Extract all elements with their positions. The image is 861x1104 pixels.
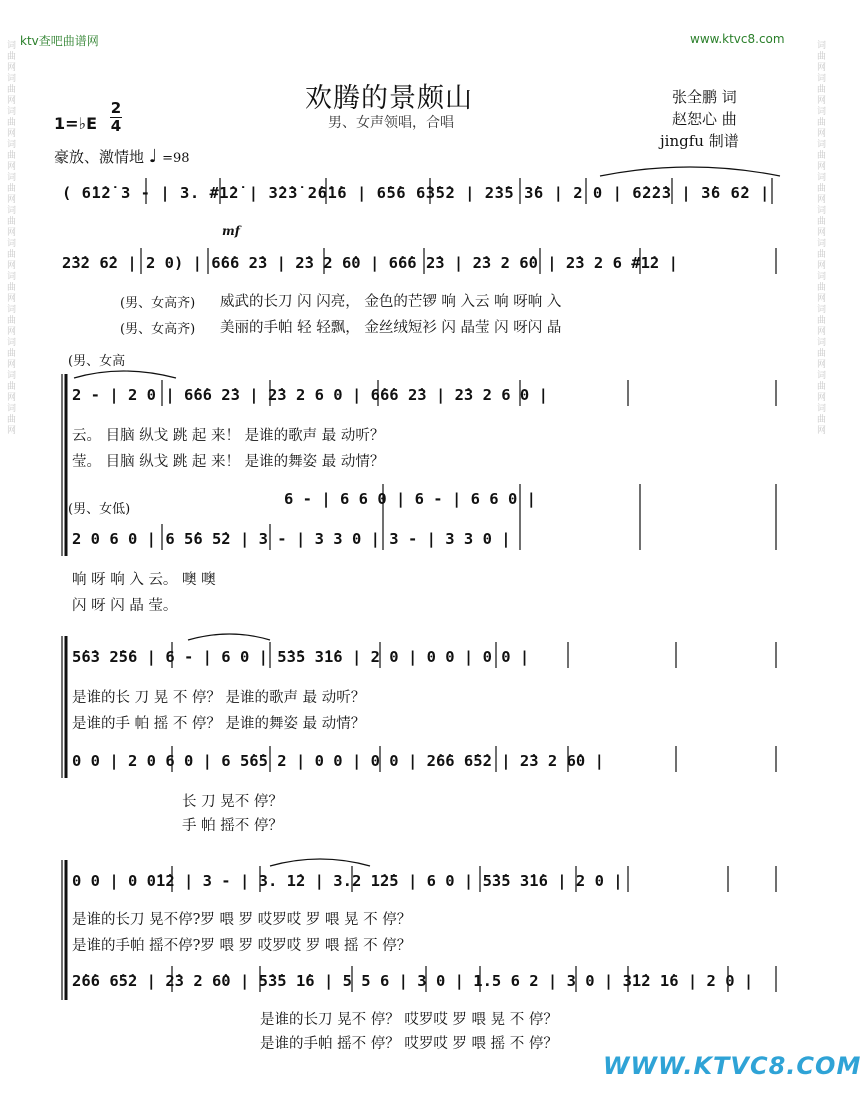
song-subtitle: 男、女声领唱，合唱 <box>328 115 454 131</box>
system-3-upper-label: (男、女高 <box>68 354 126 369</box>
system-2-part-label: (男、女高齐) <box>120 296 196 311</box>
tempo-value: =98 <box>162 151 190 166</box>
system-3-upper-lyrics-2: 莹。 目脑 纵戈 跳 起 来！ 是谁的舞姿 最 动情？ <box>72 454 385 470</box>
system-2-lyrics-2: 美丽的手帕 轻 轻飘， 金丝绒短衫 闪 晶莹 闪 呀闪 晶 <box>220 320 562 336</box>
system-5-lower-lyrics-1: 是谁的长刀 晃不 停？ 哎罗哎 罗 喂 晃 不 停？ <box>260 1012 558 1028</box>
site-brand-left[interactable]: ktv查吧曲谱网 <box>20 34 99 48</box>
arranger-credit: jingfu 制谱 <box>660 132 739 150</box>
lyricist-credit: 张全鹏 词 <box>672 88 737 106</box>
tempo-text: 豪放、激情地 <box>54 148 145 166</box>
system-3-lower-label: (男、女低) <box>68 502 131 517</box>
dynamic-mf: mf <box>222 224 240 238</box>
system-5-lower-notes: 2̇6̇6 6̇5̇2 | 2̇3 2 6̇0 | 5̇3̇5 1̇6 | 5 5 6 | 3 0 | 1.5 6 2 | 3 0 | 3̇1̇2 1̇6 | 2 0 | <box>72 972 754 990</box>
system-2-notes: 2̇3̇2 6̇2 | 2 0) | 6̇6̇6 2̇3 | 2̇3 2 6̇0 | 6̇6̇6 2̇3 | 2̇3 2 6̇0 | 2̇3 2 6 #1̇2 | <box>62 254 678 272</box>
system-3-lower-notes: 2 0 6 0 | 6 5̇6 5̇2 | 3 - | 3 3 0 | 3 - | 3 3 0 | <box>72 530 511 548</box>
site-brand-right[interactable]: www.ktvc8.com <box>690 32 785 46</box>
system-4-lower-lyrics-1: 长 刀 晃不 停？ <box>182 794 283 810</box>
side-watermark-left: 词曲网词曲网词曲网词曲网词曲网词曲网词曲网词曲网词曲网词曲网词曲网词曲网 <box>5 40 15 436</box>
system-3-mid-notes: 6 - | 6 6 0 | 6 - | 6 6 0 | <box>284 490 536 508</box>
system-2-lyrics-1: 威武的长刀 闪 闪亮， 金色的芒锣 响 入云 响 呀响 入 <box>220 294 562 310</box>
system-1-notes: ( 6̇1̇2̇ 3 - | 3. #1̇2̇ | 3̇2̇3̇ 2̇6̇1̇6 | 6̇5̇6 6̇3̇5̇2 | 2̇3̇5 3̇6 | 2 0 | 6̇2̇2̇3 | 3̇6 6̇2 | <box>62 184 770 202</box>
system-5-upper-lyrics-1: 是谁的长刀 晃不停?罗 喂 罗 哎罗哎 罗 喂 晃 不 停？ <box>72 912 412 928</box>
system-3-upper-notes: 2 - | 2 0 | 6̇6̇6 2̇3 | 2̇3 2 6 0 | 6̇6̇6 2̇3 | 2̇3 2 6 0 | <box>72 386 548 404</box>
time-top: 2 <box>110 99 122 117</box>
time-bottom: 4 <box>110 117 122 135</box>
side-watermark-right: 词曲网词曲网词曲网词曲网词曲网词曲网词曲网词曲网词曲网词曲网词曲网词曲网 <box>815 40 825 436</box>
key-text: 1=♭E <box>54 114 98 133</box>
system-2-part-label-2: (男、女高齐) <box>120 322 196 337</box>
system-4-lower-notes: 0 0 | 2 0 6 0 | 6 5̇6̇5 2 | 0 0 | 0 0 | 2̇6̇6 6̇5̇2 | 2̇3 2 6̇0 | <box>72 752 604 770</box>
system-4-upper-lyrics-2: 是谁的手 帕 摇 不 停？ 是谁的舞姿 最 动情？ <box>72 716 366 732</box>
site-watermark-logo[interactable]: WWW.KTVC8.COM <box>603 1052 861 1080</box>
system-4-upper-notes: 5̇6̇3 2̇5̇6 | 6 - | 6 0 | 5̇3̇5 3̇1̇6 | 2 0 | 0 0 | 0 0 | <box>72 648 530 666</box>
quarter-note-icon: ♩ <box>148 146 158 167</box>
system-3-lower-lyrics-1: 响 呀 响 入 云。 噢 噢 <box>72 572 216 588</box>
composer-credit: 赵恕心 曲 <box>672 110 737 128</box>
system-3-lower-lyrics-2: 闪 呀 闪 晶 莹。 <box>72 598 178 614</box>
system-5-lower-lyrics-2: 是谁的手帕 摇不 停？ 哎罗哎 罗 喂 摇 不 停？ <box>260 1036 558 1052</box>
system-3-upper-lyrics-1: 云。 目脑 纵戈 跳 起 来！ 是谁的歌声 最 动听？ <box>72 428 385 444</box>
system-4-upper-lyrics-1: 是谁的长 刀 晃 不 停？ 是谁的歌声 最 动听？ <box>72 690 366 706</box>
system-5-upper-notes: 0 0 | 0 0̇1̇2 | 3 - | 3. 1̇2 | 3.2 1̇2̇5 | 6 0 | 5̇3̇5 3̇1̇6 | 2 0 | <box>72 872 623 890</box>
system-4-lower-lyrics-2: 手 帕 摇不 停？ <box>182 818 283 834</box>
system-5-upper-lyrics-2: 是谁的手帕 摇不停?罗 喂 罗 哎罗哎 罗 喂 摇 不 停？ <box>72 938 412 954</box>
song-title: 欢腾的景颇山 <box>305 83 473 114</box>
